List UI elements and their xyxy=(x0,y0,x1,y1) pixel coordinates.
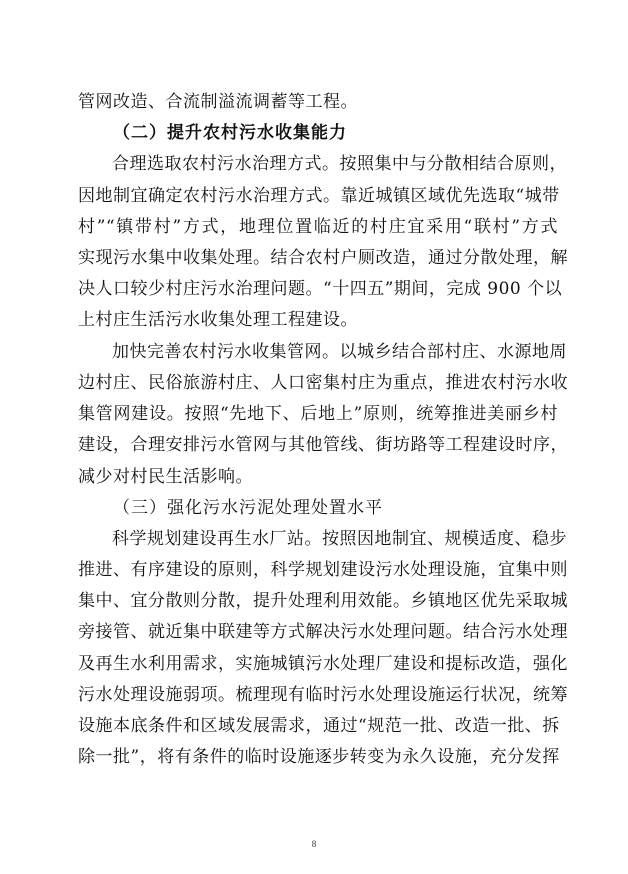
paragraph-3-line-2: 推进、有序建设的原则，科学规划建设污水处理设施，宜集中则 xyxy=(78,560,568,580)
paragraph-1-line-3: 村”“镇带村”方式，地理位置临近的村庄宜采用“联村”方式 xyxy=(78,217,558,237)
paragraph-2-line-4: 建设，合理安排污水管网与其他管线、街坊路等工程建设时序， xyxy=(78,435,568,455)
paragraph-1-line-1: 合理选取农村污水治理方式。按照集中与分散相结合原则， xyxy=(112,154,567,174)
paragraph-3-line-4: 旁接管、就近集中联建等方式解决污水处理问题。结合污水处理 xyxy=(78,622,568,642)
text-line: 管网改造、合流制溢流调蓄等工程。 xyxy=(78,92,358,112)
paragraph-2-line-3: 集管网建设。按照“先地下、后地上”原则，统筹推进美丽乡村 xyxy=(78,404,558,424)
paragraph-1-line-2: 因地制宜确定农村污水治理方式。靠近城镇区域优先选取“城带 xyxy=(78,186,560,206)
section-heading-2: （二）提升农村污水收集能力 xyxy=(113,123,347,143)
paragraph-3-line-1: 科学规划建设再生水厂站。按照因地制宜、规模适度、稳步 xyxy=(112,529,567,549)
paragraph-1-line-4: 实现污水集中收集处理。结合农村户厕改造，通过分散处理，解 xyxy=(78,248,568,268)
paragraph-3-line-7: 设施本底条件和区域发展需求，通过“规范一批、改造一批、拆 xyxy=(78,716,560,736)
paragraph-1-line-5: 决人口较少村庄污水治理问题。“十四五”期间，完成 900 个以 xyxy=(78,279,563,299)
paragraph-3-line-3: 集中、宜分散则分散，提升处理利用效能。乡镇地区优先采取城 xyxy=(78,591,568,611)
paragraph-2-line-2: 边村庄、民俗旅游村庄、人口密集村庄为重点，推进农村污水收 xyxy=(78,373,568,393)
paragraph-2-line-1: 加快完善农村污水收集管网。以城乡结合部村庄、水源地周 xyxy=(112,342,567,362)
section-heading-3: （三）强化污水污泥处理处置水平 xyxy=(113,498,383,518)
paragraph-3-line-6: 污水处理设施弱项。梳理现有临时污水处理设施运行状况，统筹 xyxy=(78,685,568,705)
paragraph-3-line-8: 除一批”，将有条件的临时设施逐步转变为永久设施，充分发挥 xyxy=(78,747,560,767)
page-number: 8 xyxy=(311,839,317,849)
paragraph-2-line-5: 减少对村民生活影响。 xyxy=(78,467,253,487)
paragraph-3-line-5: 及再生水利用需求，实施城镇污水处理厂建设和提标改造，强化 xyxy=(78,654,568,674)
paragraph-1-line-6: 上村庄生活污水收集处理工程建设。 xyxy=(78,310,358,330)
